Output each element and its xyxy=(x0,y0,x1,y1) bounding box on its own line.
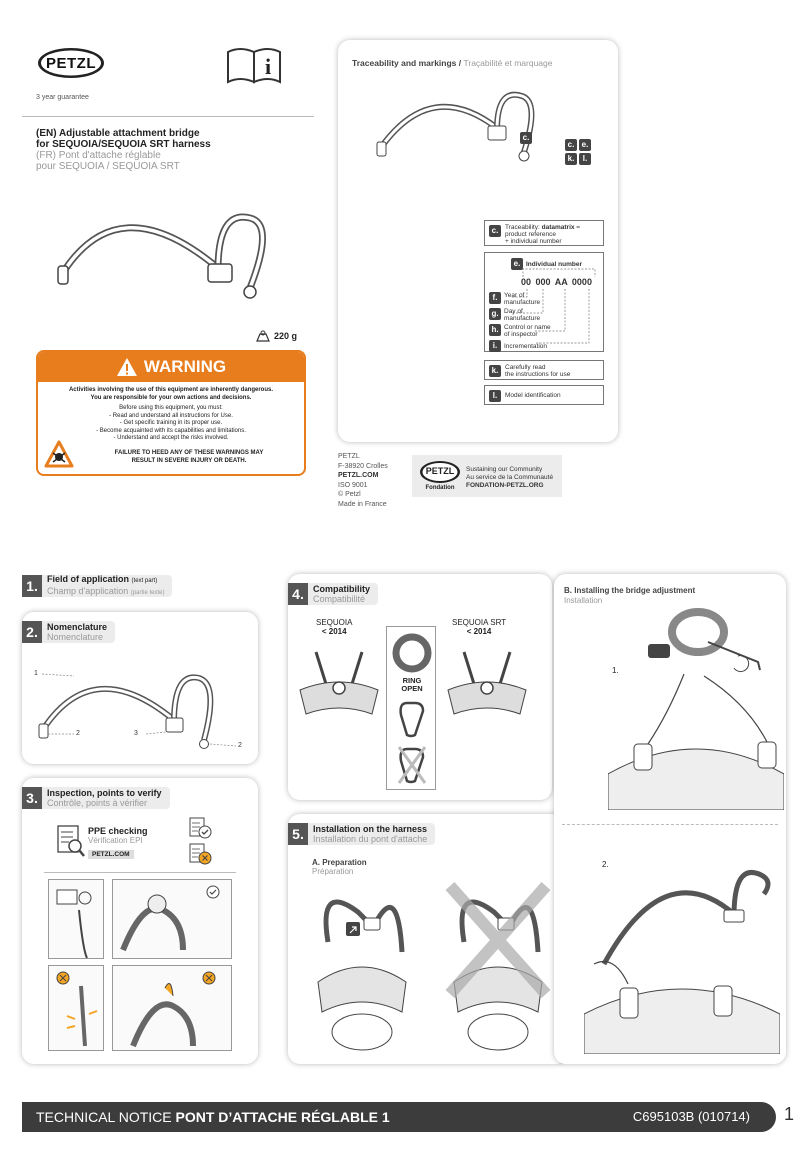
warning-heading: WARNING xyxy=(143,357,227,376)
install-heading-en: B. Installing the bridge adjustment xyxy=(564,586,696,595)
ring-icon xyxy=(392,633,432,673)
product-illustration xyxy=(50,196,300,311)
step-2-label: 2. xyxy=(602,860,609,869)
footer-product: PONT D’ATTACHE RÉGLABLE 1 xyxy=(175,1109,390,1125)
nomenclature-label: 3 xyxy=(134,730,138,737)
title-fr-1: (FR) Pont d'attache réglable xyxy=(36,150,161,161)
legend-mark-c: c. xyxy=(489,225,501,237)
preparation-correct-illustration xyxy=(298,882,426,1052)
compat-left-date: < 2014 xyxy=(321,627,347,636)
guarantee-text: 3 year guarantee xyxy=(36,94,89,101)
product-title xyxy=(36,128,296,172)
nomenclature-label: 2 xyxy=(76,730,80,737)
warning-failure-2: RESULT IN SEVERE INJURY OR DEATH. xyxy=(131,457,247,464)
inspect-cell-knot-damage xyxy=(112,965,232,1051)
bridge-step-1-illustration xyxy=(608,604,784,810)
preparation-label: A. Preparation xyxy=(312,858,367,867)
nomenclature-label: 1 xyxy=(34,670,38,677)
foundation-box: PETZL Fondation Sustaining our Community Au service de la Communauté FONDATION-PETZL.ORG xyxy=(412,455,562,497)
carabiner-x-icon xyxy=(397,745,427,785)
carabiner-icon xyxy=(397,699,427,739)
checklist-ok-icon xyxy=(188,816,212,840)
inspect-cell-damage xyxy=(48,965,104,1051)
logo-text: PETZL xyxy=(46,55,96,72)
nomenclature-illustration xyxy=(34,660,254,750)
serial-number: 00 000 AA 0000 xyxy=(521,277,592,287)
top-divider xyxy=(22,116,314,117)
mark-e: e. xyxy=(579,139,591,151)
section-2-number: 2. xyxy=(22,621,42,643)
svg-text:i: i xyxy=(264,54,272,79)
foundation-logo: PETZL Fondation xyxy=(418,459,462,493)
legend-mark-e: e. xyxy=(511,258,523,270)
checklist-magnifier-icon xyxy=(56,824,86,858)
warning-box xyxy=(36,350,306,476)
inspection-grid xyxy=(44,872,236,1056)
manufacturer-address: PETZL F-38920 Crolles PETZL.COM ISO 9001 © Petzl Made in France xyxy=(338,453,388,508)
weight-value: 220 g xyxy=(274,331,298,341)
step-divider xyxy=(562,824,778,825)
warning-header xyxy=(38,352,304,382)
mark-c-illustration: c. xyxy=(520,132,532,144)
danger-icon xyxy=(44,440,74,473)
install-heading-fr: Installation xyxy=(564,596,603,605)
checklist-fail-icon xyxy=(188,842,212,866)
compat-left-name: SEQUOIA xyxy=(316,618,353,627)
section-1-header: 1. Field of application (text part) Champ d'application (partie texte) xyxy=(22,575,172,597)
petzl-logo xyxy=(36,46,106,80)
bridge-install-panel xyxy=(554,574,786,1064)
ppe-checking-fr: Vérification EPI xyxy=(88,836,143,845)
ring-column xyxy=(386,626,436,790)
footer-bar xyxy=(22,1102,776,1132)
warning-triangle-icon xyxy=(116,357,138,377)
trace-illustration xyxy=(372,86,582,171)
preparation-fr: Préparation xyxy=(312,867,354,876)
petzl-site-badge[interactable]: PETZL.COM xyxy=(88,850,134,859)
legend-k: k. Carefully read the instructions for use xyxy=(484,360,604,380)
warning-line: - Get specific training in its proper use. xyxy=(119,420,223,426)
warning-line: Before using this equipment, you must: xyxy=(119,405,223,411)
weight-icon xyxy=(256,330,270,342)
warning-line: - Read and understand all instructions for Use. xyxy=(109,412,233,419)
inspect-cell-knot-ok xyxy=(112,879,232,959)
section-2-panel: 2. Nomenclature Nomenclature 1 2 3 2 xyxy=(22,612,258,764)
warning-failure-1: FAILURE TO HEED ANY OF THESE WARNINGS MAY xyxy=(114,450,264,456)
section-5-number: 5. xyxy=(288,823,308,845)
warning-bold-1: Activities involving the use of this equipment are inherently dangerous. xyxy=(68,387,274,393)
footer-code: C695103B (010714) xyxy=(632,1109,750,1124)
traceability-panel xyxy=(338,40,618,442)
bridge-step-2-illustration xyxy=(584,844,780,1054)
section-3-number: 3. xyxy=(22,787,42,809)
section-4-number: 4. xyxy=(288,583,308,605)
legend-serial: e. Individual number 00 000 AA 0000 f. Year of manufacture g. Day of manufacture h. Control or name of inspector i. Incrementation xyxy=(484,252,604,352)
trace-heading-fr: Traçabilité et marquage xyxy=(463,58,553,68)
mark-l: l. xyxy=(579,153,591,165)
preparation-wrong-illustration xyxy=(434,882,562,1052)
warning-bold-2: You are responsible for your own actions and decisions. xyxy=(90,394,252,401)
legend-c: c. Traceability: datamatrix = product reference + individual number xyxy=(484,220,604,246)
ppe-checking-label: PPE checking xyxy=(88,826,148,836)
weight-row xyxy=(256,330,297,342)
warning-line: - Become acquainted with its capabilities and limitations. xyxy=(96,427,246,434)
ring-label-1: RING xyxy=(402,676,422,685)
section-5-panel: 5. Installation on the harness Installation du pont d'attache A. Preparation Préparation xyxy=(288,814,568,1064)
inspect-cell-label xyxy=(48,879,104,959)
title-fr-2: pour SEQUOIA / SEQUOIA SRT xyxy=(36,161,180,172)
legend-l: l. Model identification xyxy=(484,385,604,405)
footer-prefix: TECHNICAL NOTICE xyxy=(36,1109,176,1125)
page-number: 1 xyxy=(784,1104,795,1124)
compat-right-name: SEQUOIA SRT xyxy=(452,618,507,627)
ring-label-2: OPEN xyxy=(401,684,423,693)
harness-left-icon xyxy=(296,644,382,724)
title-en-1: (EN) Adjustable attachment bridge xyxy=(36,128,200,139)
harness-right-icon xyxy=(444,644,530,724)
individual-number-label: Individual number xyxy=(526,260,582,268)
section-4-panel: 4. Compatibility Compatibilité SEQUOIA < 2014 SEQUOIA SRT < 2014 RING OPEN xyxy=(288,574,552,800)
warning-line: - Understand and accept the risks involved. xyxy=(113,435,229,441)
mark-c: c. xyxy=(565,139,577,151)
trace-heading-en: Traceability and markings / xyxy=(352,58,464,68)
read-manual-icon xyxy=(226,44,282,89)
section-3-panel: 3. Inspection, points to verify Contrôle, points à vérifier PPE checking Vérification EPI PETZL.COM xyxy=(22,778,258,1064)
title-en-2: for SEQUOIA/SEQUOIA SRT harness xyxy=(36,139,211,150)
nomenclature-label: 2 xyxy=(238,742,242,749)
mark-k: k. xyxy=(565,153,577,165)
section-1-number: 1. xyxy=(22,575,42,597)
step-1-label: 1. xyxy=(612,666,619,675)
compat-right-date: < 2014 xyxy=(466,627,492,636)
